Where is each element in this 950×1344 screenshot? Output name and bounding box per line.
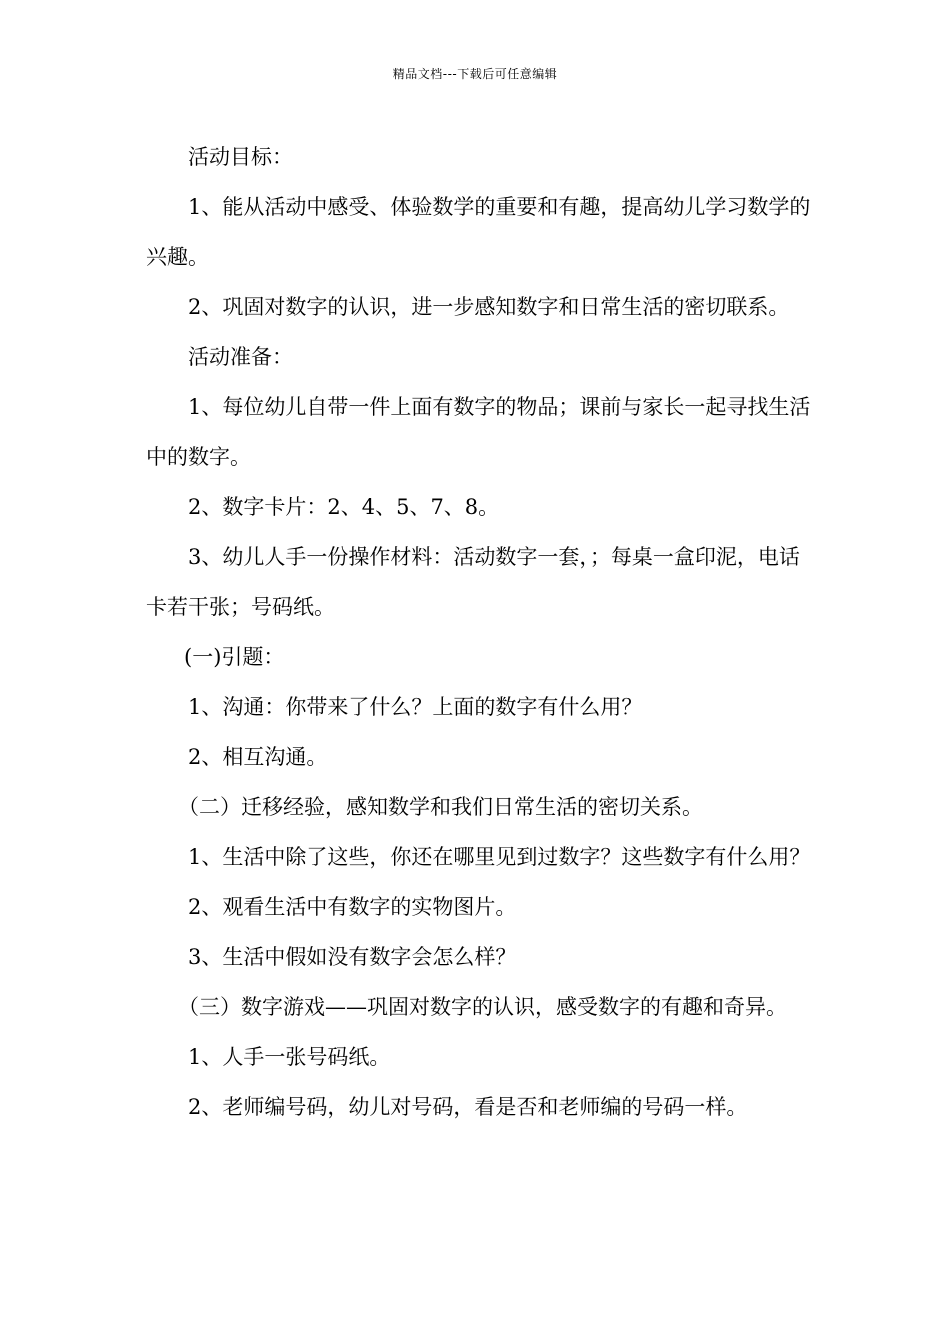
paragraph: 1、每位幼儿自带一件上面有数字的物品；课前与家长一起寻找生活中的数字。 xyxy=(146,395,811,469)
document-body xyxy=(146,132,814,1132)
paragraph: 2、观看生活中有数字的实物图片。 xyxy=(188,895,517,919)
paragraph: 2、相互沟通。 xyxy=(188,745,328,769)
paragraph: 2、数字卡片：2、4、5、7、8。 xyxy=(188,495,500,519)
paragraph: 3、幼儿人手一份操作材料：活动数字一套，；每桌一盒印泥，电话卡若干张；号码纸。 xyxy=(146,545,800,619)
paragraph: 2、巩固对数字的认识，进一步感知数字和日常生活的密切联系。 xyxy=(188,295,790,319)
section-heading-intro: (一)引题： xyxy=(184,645,285,669)
paragraph: 3、生活中假如没有数字会怎么样？ xyxy=(188,945,517,969)
page-header: 精品文档---下载后可任意编辑 xyxy=(392,67,558,81)
section-heading-game: （三）数字游戏——巩固对数字的认识，感受数字的有趣和奇异。 xyxy=(178,995,787,1019)
section-heading-objectives: 活动目标： xyxy=(188,145,293,169)
paragraph: 1、沟通：你带来了什么？上面的数字有什么用？ xyxy=(188,695,643,719)
paragraph: 1、生活中除了这些，你还在哪里见到过数字？这些数字有什么用？ xyxy=(188,845,811,869)
paragraph: 2、老师编号码，幼儿对号码，看是否和老师编的号码一样。 xyxy=(188,1095,748,1119)
section-heading-preparation: 活动准备： xyxy=(188,345,293,369)
paragraph: 1、能从活动中感受、体验数学的重要和有趣，提高幼儿学习数学的兴趣。 xyxy=(146,195,811,269)
section-heading-transfer: （二）迁移经验，感知数学和我们日常生活的密切关系。 xyxy=(178,795,703,819)
paragraph: 1、人手一张号码纸。 xyxy=(188,1045,391,1069)
